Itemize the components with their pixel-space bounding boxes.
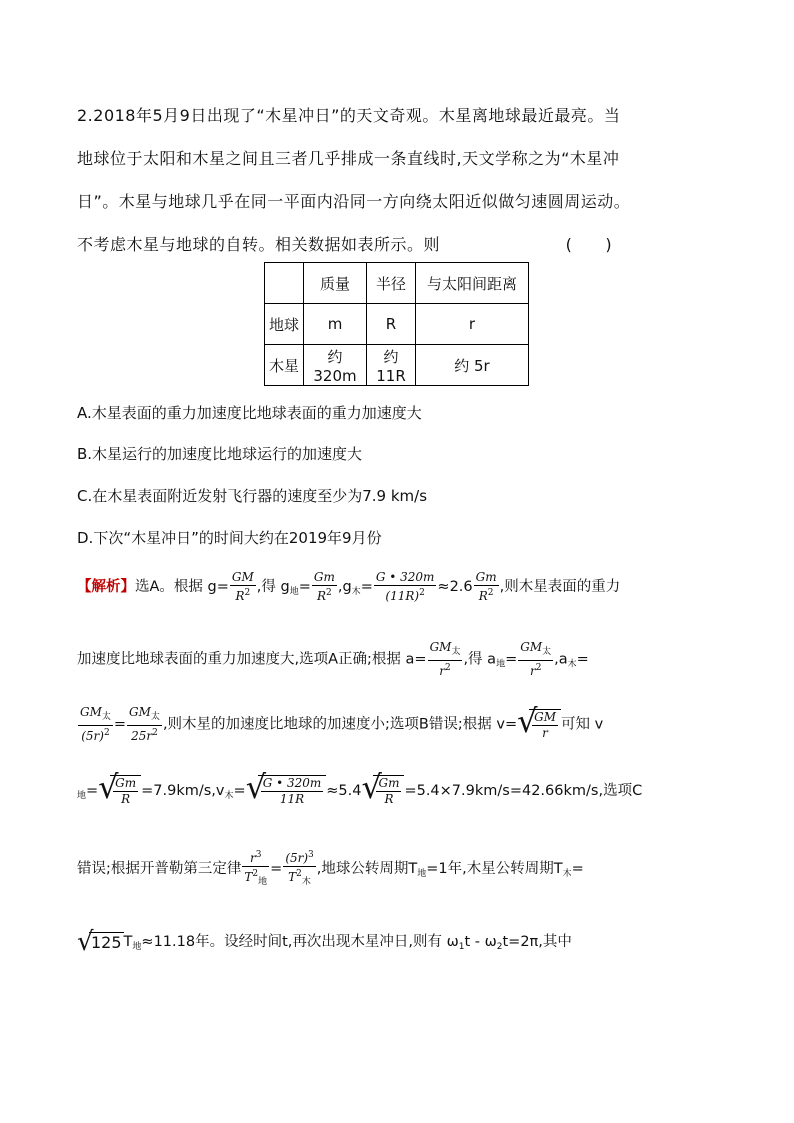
- table-cell: 约 320m: [304, 345, 367, 386]
- sqrt: √ 125: [77, 927, 122, 957]
- table-header-cell: 半径: [367, 263, 416, 304]
- table-cell: 约 5r: [416, 345, 529, 386]
- fraction: $\frac{(5r)^3}{T^2_木}$: [285, 850, 314, 887]
- table-header-row: [265, 263, 529, 304]
- table-cell: R: [367, 304, 416, 345]
- question-line: 2.2018年5月9日出现了“木星冲日”的天文奇观。木星离地球最近最亮。当: [77, 106, 621, 125]
- question-line: 地球位于太阳和木星之间且三者几乎排成一条直线时,天文学称之为“木星冲: [77, 149, 620, 168]
- solution-line: 加速度比地球表面的重力加速度大,选项A正确;根据 a= $\frac{GM_太}{r^2}$ ,得 $a_地=$ $\frac{GM_太}{r^2}$ $,a_木=$: [77, 640, 589, 678]
- question-line: 日”。木星与地球几乎在同一平面内沿同一方向绕太阳近似做匀速圆周运动。: [77, 192, 631, 211]
- table-row: [265, 345, 529, 386]
- solution-line: √ 125 $T_地\approx 11.18$年。设经时间t,再次出现木星冲日,则有 $\omega_1t - \omega_2t=2\pi$,其中: [77, 927, 572, 957]
- fraction: $\frac{Gm}{R^2}$: [475, 570, 497, 603]
- option-a: A.木星表面的重力加速度比地球表面的重力加速度大: [77, 404, 422, 422]
- solution-line: $_地$= √ $\frac{Gm}{R}$ $=7.9km/s,v_木=$ √ $\frac{G • 320m}{11R}$ ≈5.4 √ $\frac{Gm}{R}$ =5.4×7.9km/s=42.66km/s,选项C: [77, 768, 643, 806]
- fraction: $\frac{GM_太}{25r^2}$: [129, 705, 160, 743]
- table-cell: r: [416, 304, 529, 345]
- fraction: $\frac{Gm}{R^2}$: [313, 570, 335, 603]
- fraction: $\frac{GM_太}{r^2}$: [429, 640, 461, 678]
- sqrt: √ $\frac{GM}{r}$: [517, 709, 561, 741]
- table-cell: m: [304, 304, 367, 345]
- sqrt: √ $\frac{G • 320m}{11R}$: [246, 775, 327, 807]
- fraction: $\frac{G • 320m}{(11R)^2}$: [375, 570, 435, 603]
- table-row: [265, 304, 529, 345]
- sqrt: √ $\frac{Gm}{R}$: [361, 775, 404, 807]
- fraction: $\frac{r^3}{T^2_地}$: [244, 850, 268, 887]
- option-b: B.木星运行的加速度比地球运行的加速度大: [77, 445, 363, 463]
- table-cell: 约 11R: [367, 345, 416, 386]
- fraction: $\frac{GM_太}{r^2}$: [520, 640, 552, 678]
- solution-tag: 【解析】: [77, 579, 135, 595]
- question-line: [77, 232, 612, 255]
- table-header-cell: 与太阳间距离: [416, 263, 529, 304]
- table-header-cell: 质量: [304, 263, 367, 304]
- solution-text: ,得 g: [256, 579, 290, 595]
- option-d: D.下次“木星冲日”的时间大约在2019年9月份: [77, 529, 382, 547]
- solution-text: 选A。根据 g=: [135, 579, 229, 595]
- option-c: C.在木星表面附近发射飞行器的速度至少为7.9 km/s: [77, 487, 428, 505]
- table-cell: 地球: [265, 304, 304, 345]
- table-cell: 木星: [265, 345, 304, 386]
- fraction: $\frac{GM_太}{(5r)^2}$: [80, 705, 111, 743]
- solution-line: 错误;根据开普勒第三定律 $\frac{r^3}{T^2_地}$ = $\frac{(5r)^3}{T^2_木}$ ,地球公转周期$T_地=1$年,木星公转周期$T_木=$: [77, 848, 584, 890]
- question-text: 不考虑木星与地球的自转。相关数据如表所示。则: [77, 235, 441, 254]
- solution-line: 【解析】选A。根据 g= $\frac{GM}{R^2}$ ,得 $g_地=$ $\frac{Gm}{R^2}$ $,g_木=$ $\frac{G • 320m}{(11R)^2}$ ≈2.6 $\frac{Gm}{R^2}$ ,则木星表面的重力: [77, 570, 621, 603]
- table-header-cell: [265, 263, 304, 304]
- solution-line: $\frac{GM_太}{(5r)^2}$ = $\frac{GM_太}{25r^2}$ ,则木星的加速度比地球的加速度小;选项B错误;根据 v= √ $\frac{GM}{r}$ 可知 v: [80, 701, 604, 743]
- data-table: [264, 262, 529, 386]
- answer-paren: ( ): [565, 235, 613, 254]
- fraction: $\frac{GM}{R^2}$: [231, 570, 254, 603]
- sqrt: √ $\frac{Gm}{R}$: [98, 775, 141, 807]
